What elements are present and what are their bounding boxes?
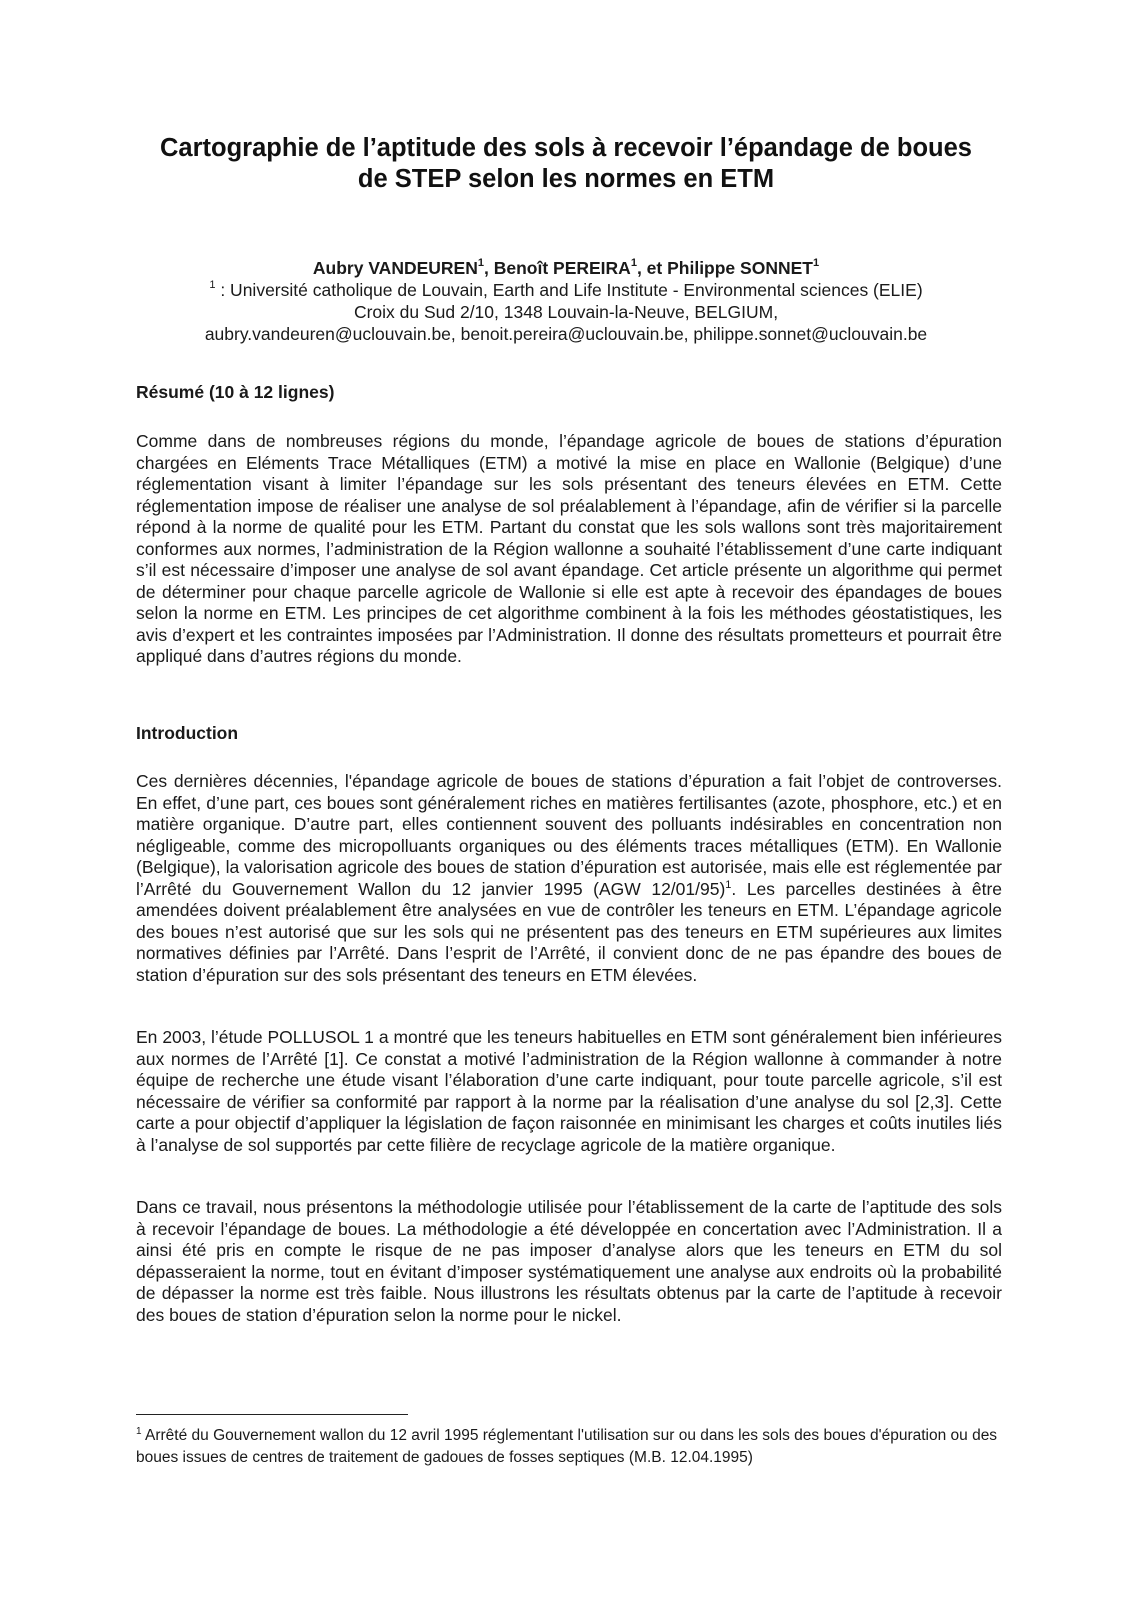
introduction-paragraph-3: Dans ce travail, nous présentons la méthodologie utilisée pour l’établissement de la carte de l’aptitude des sols à recevoir l’épandage de boues. La méthodologie a été développée en concertation avec l’Administration. Il a ainsi été pris en compte le risque de ne pas imposer d’analyse alors que les teneurs en ETM du sol dépasseraient la norme, tout en évitant d’imposer systématiquement une analyse aux endroits où la probabilité de dépasser la norme est très faible. Nous illustrons les résultats obtenus par la carte de l’aptitude à recevoir des boues de station d’épuration selon la norme pour le nickel. bbox=[136, 1197, 1002, 1325]
paragraph-text: . Les parcelles destinées à être amendées doivent préalablement être analysées en vue de contrôler les teneurs en ETM. L’épandage agricole des boues n’est autorisé que sur les sols qui ne présentent pas des teneurs en ETM supérieures aux limites normatives définies par l’Arrêté. Dans l’esprit de l’Arrêté, il convient donc de ne pas épandre des boues de station d’épuration sur des sols présentant des teneurs en ETM élevées. bbox=[136, 878, 1002, 985]
introduction-paragraph-2: En 2003, l’étude POLLUSOL 1 a montré que les teneurs habituelles en ETM sont généralement bien inférieures aux normes de l’Arrêté [1]. Ce constat a motivé l’administration de la Région wallonne à commander à notre équipe de recherche une étude visant l’élaboration d’une carte indiquant, pour toute parcelle agricole, s’il est nécessaire de vérifier sa conformité par rapport à la norme par la réalisation d’une analyse du sol [2,3]. Cette carte a pour objectif d’appliquer la législation de façon raisonnée en minimisant les charges et coûts inutiles liés à l’analyse de sol supportés par cette filière de recyclage agricole de la matière organique. bbox=[136, 1027, 1002, 1155]
footnote-divider bbox=[136, 1414, 408, 1415]
footnote-text: Arrêté du Gouvernement wallon du 12 avril 1995 réglementant l'utilisation sur ou dans les sols des boues d'épuration ou des boues issues de centres de traitement de gadoues de fosses septiques (M.B. 12.04.1995) bbox=[136, 1427, 998, 1466]
abstract-heading: Résumé (10 à 12 lignes) bbox=[136, 382, 335, 402]
paper-title bbox=[136, 133, 996, 195]
affiliation-text: : Université catholique de Louvain, Earth and Life Institute - Environmental sciences (ELIE) bbox=[215, 280, 923, 300]
affiliation-mark: 1 bbox=[630, 257, 637, 270]
paragraph-text: Ces dernières décennies, l'épandage agricole de boues de stations d’épuration a fait l’objet de controverses. En effet, d’une part, ces boues sont généralement riches en matières fertilisantes (azote, phosphore, etc.) et en matière organique. D’autre part, elles contiennent souvent des polluants indésirables en concentration non négligeable, comme des micropolluants organiques ou des éléments traces métalliques (ETM). En Wallonie (Belgique), la valorisation agricole des boues de station d’épuration est autorisée, mais elle est réglementée par l’Arrêté du Gouvernement Wallon du 12 janvier 1995 (AGW 12/01/95) bbox=[136, 771, 1002, 899]
title-line-2: de STEP selon les normes en ETM bbox=[357, 165, 775, 193]
abstract-text: Comme dans de nombreuses régions du monde, l’épandage agricole de boues de stations d’épuration chargées en Eléments Trace Métalliques (ETM) a motivé la mise en place en Wallonie (Belgique) d’une réglementation visant à limiter l’épandage sur les sols présentant des teneurs élevées en ETM. Cette réglementation impose de réaliser une analyse de sol préalablement à l’épandage, afin de vérifier si la parcelle répond à la norme de qualité pour les ETM. Partant du constat que les sols wallons sont très majoritairement conformes aux normes, l’administration de la Région wallonne a souhaité l’établissement d’une carte indiquant s’il est nécessaire d’imposer une analyse de sol avant épandage. Cet article présente un algorithme qui permet de déterminer pour chaque parcelle agricole de Wallonie si elle est apte à recevoir des épandages de boues selon la norme en ETM. Les principes de cet algorithme combinent à la fois les méthodes géostatistiques, les avis d’expert et les contraintes imposées par l’Administration. Il donne des résultats prometteurs et pourrait être appliqué dans d’autres régions du monde. bbox=[136, 431, 1002, 666]
footnote-number: 1 bbox=[136, 1425, 142, 1437]
affiliation-number: 1 bbox=[209, 279, 216, 292]
author-2: Benoît PEREIRA bbox=[493, 258, 631, 278]
author-block bbox=[136, 257, 996, 345]
address: Croix du Sud 2/10, 1348 Louvain-la-Neuve, BELGIUM, bbox=[353, 302, 779, 322]
author-separator: , et bbox=[636, 258, 668, 278]
author-1: Aubry VANDEUREN bbox=[312, 258, 478, 278]
affiliation-mark: 1 bbox=[812, 257, 820, 270]
introduction-paragraph-1 bbox=[136, 771, 1002, 986]
author-emails: aubry.vandeuren@uclouvain.be, benoit.pereira@uclouvain.be, philippe.sonnet@uclouvain.be bbox=[204, 324, 928, 344]
author-3: Philippe SONNET bbox=[667, 258, 813, 278]
footnote bbox=[136, 1425, 1002, 1468]
affiliation-mark: 1 bbox=[477, 257, 484, 270]
title-line-1: Cartographie de l’aptitude des sols à recevoir l’épandage de boues bbox=[160, 134, 972, 162]
affiliation bbox=[136, 279, 996, 301]
footnote-ref: 1 bbox=[725, 878, 732, 891]
introduction-heading: Introduction bbox=[136, 723, 239, 743]
author-separator: , bbox=[483, 258, 494, 278]
author-names bbox=[136, 257, 996, 279]
